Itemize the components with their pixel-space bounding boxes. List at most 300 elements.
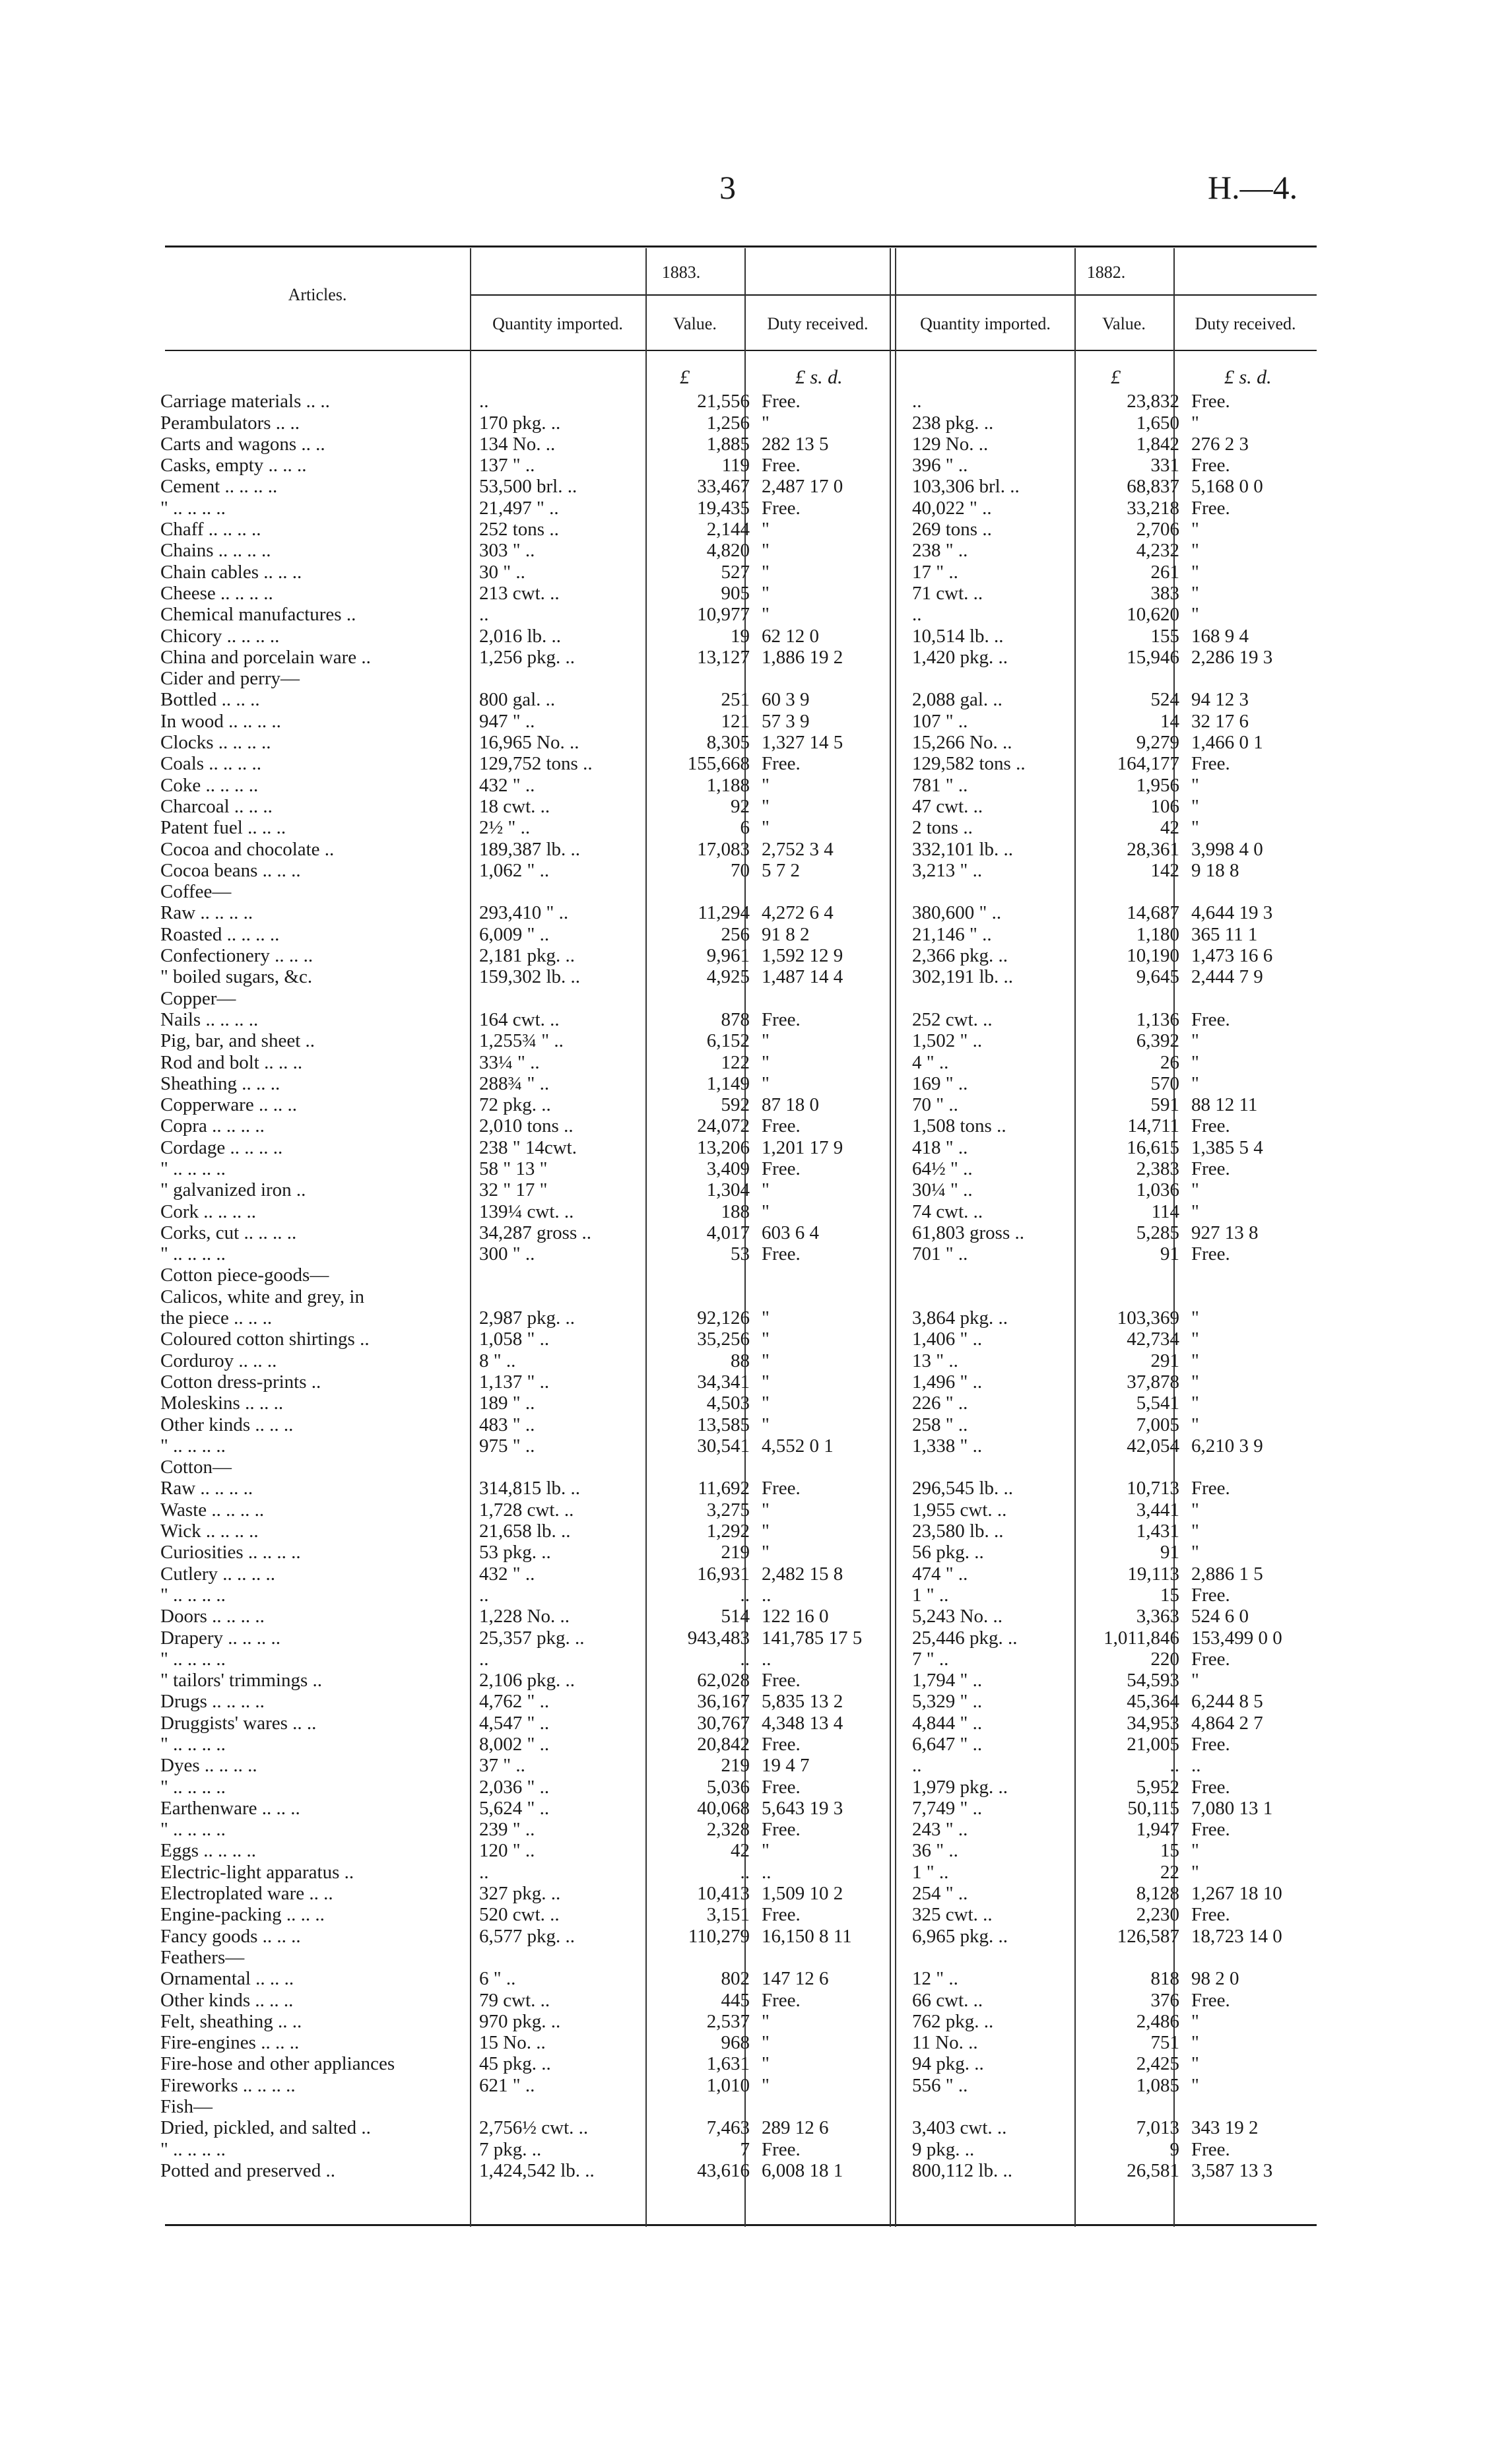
header-year-1883: 1883.: [661, 263, 701, 282]
cell-art: Chicory .. .. .. ..: [160, 625, 280, 647]
cell-art: Ornamental .. .. ..: [160, 1968, 294, 1990]
table-row: [160, 1627, 1321, 1648]
cell-q82: 70 " ..: [912, 1094, 958, 1116]
cell-d82: ": [1191, 1350, 1199, 1371]
cell-v83: 4,925: [706, 966, 750, 988]
cell-v82: 42,054: [1127, 1435, 1179, 1457]
cell-d83: [754, 2096, 903, 2117]
cell-d82: Free.: [1191, 1115, 1230, 1137]
table-row: [160, 1563, 1321, 1584]
cell-art: Calicos, white and grey, in: [160, 1286, 364, 1307]
cell-v82: 155: [1150, 625, 1179, 647]
cell-q82: 56 pkg. ..: [912, 1542, 984, 1563]
header-duty-1883: Duty received.: [767, 314, 869, 333]
cell-d82: 88 12 11: [1191, 1094, 1258, 1116]
header-value-1883: Value.: [673, 314, 717, 333]
table-row: [160, 2053, 1321, 2074]
cell-d82: ": [1191, 1840, 1199, 1862]
cell-d82: ": [1191, 795, 1199, 817]
cell-q83: 4,762 " ..: [479, 1691, 550, 1713]
cell-v83: 42: [731, 1840, 750, 1862]
cell-d83: ..: [762, 1861, 772, 1883]
cell-q83: 21,658 lb. ..: [479, 1521, 571, 1542]
cell-v82: 2,486: [1136, 2010, 1179, 2032]
cell-art: " .. .. .. ..: [160, 2138, 226, 2160]
table-row: [160, 902, 1321, 923]
cell-v82: 106: [1150, 795, 1179, 817]
cell-v82: 5,541: [1136, 1393, 1179, 1414]
cell-q82: 9 pkg. ..: [912, 2138, 975, 2160]
cell-q83: 134 No. ..: [479, 433, 556, 455]
cell-d82: ": [1191, 1542, 1199, 1563]
cell-q83: 293,410 " ..: [479, 902, 569, 924]
cell-v83: [649, 1457, 754, 1478]
cell-d83: 122 16 0: [762, 1606, 829, 1627]
cell-q82: 1,420 pkg. ..: [912, 646, 1008, 668]
cell-v83: 30,541: [697, 1435, 750, 1457]
unit-duty-1883: £ s. d.: [795, 366, 843, 388]
cell-q82: 23,580 lb. ..: [912, 1521, 1004, 1542]
cell-v83: 92: [731, 795, 750, 817]
table-row: [160, 1947, 1321, 1968]
cell-d83: 62 12 0: [762, 625, 819, 647]
cell-d82: Free.: [1191, 1243, 1230, 1265]
cell-v83: 3,409: [706, 1158, 750, 1179]
cell-d83: Free.: [762, 1243, 801, 1265]
table-row: [160, 966, 1321, 987]
cell-art: Doors .. .. .. ..: [160, 1606, 265, 1627]
table-row: [160, 1009, 1321, 1030]
header-duty-1882: Duty received.: [1195, 314, 1296, 333]
cell-q83: 139¼ cwt. ..: [479, 1200, 574, 1222]
cell-q82: 556 " ..: [912, 2074, 968, 2096]
cell-v83: 802: [721, 1968, 750, 1990]
cell-v83: 4,017: [706, 1222, 750, 1243]
table-row: [160, 860, 1321, 881]
cell-q82: 5,329 " ..: [912, 1691, 983, 1713]
cell-art: Corks, cut .. .. .. ..: [160, 1222, 297, 1243]
cell-art: Confectionery .. .. ..: [160, 945, 313, 967]
cell-q82: 103,306 brl. ..: [912, 476, 1020, 498]
cell-q83: 15 No. ..: [479, 2032, 546, 2054]
cell-v83: 53: [731, 1243, 750, 1265]
cell-v83: 36,167: [697, 1691, 750, 1713]
cell-q83: 6 " ..: [479, 1968, 516, 1990]
cell-art: Cheese .. .. .. ..: [160, 582, 273, 604]
cell-d82: 524 6 0: [1191, 1606, 1249, 1627]
cell-d82: 32 17 6: [1191, 710, 1249, 732]
cell-d83: [754, 1947, 903, 1968]
cell-q83: ..: [479, 1861, 489, 1883]
cell-d83: ": [762, 561, 770, 583]
cell-q83: 1,255¾ " ..: [479, 1030, 564, 1052]
cell-d82: ": [1191, 1030, 1199, 1052]
cell-v82: 1,956: [1136, 774, 1179, 796]
cell-v83: 188: [721, 1200, 750, 1222]
cell-v83: 219: [721, 1755, 750, 1777]
table-row: [160, 945, 1321, 966]
cell-q83: 2,987 pkg. ..: [479, 1307, 575, 1329]
cell-art: Chain cables .. .. ..: [160, 561, 302, 583]
cell-v83: 33,467: [697, 476, 750, 498]
cell-v82: 164,177: [1117, 753, 1179, 775]
cell-v82: 5,952: [1136, 1776, 1179, 1798]
table-row: [160, 1435, 1321, 1457]
header-quantity-1882: Quantity imported.: [920, 314, 1051, 333]
cell-d82: ": [1191, 1414, 1199, 1435]
cell-v83: [649, 668, 754, 689]
cell-q83: 947 " ..: [479, 710, 535, 732]
cell-art: " .. .. .. ..: [160, 1776, 226, 1798]
cell-v83: 11,692: [698, 1478, 750, 1499]
cell-art: Copra .. .. .. ..: [160, 1115, 265, 1137]
cell-d82: [1183, 2096, 1321, 2117]
cell-q83: 137 " ..: [479, 455, 535, 476]
table-row: [160, 434, 1321, 455]
cell-art: Electroplated ware .. ..: [160, 1883, 333, 1905]
cell-d82: [1183, 1264, 1321, 1286]
cell-art: Patent fuel .. .. ..: [160, 817, 286, 839]
cell-d83: 1,509 10 2: [762, 1883, 843, 1905]
cell-d82: ": [1191, 412, 1199, 434]
cell-v82: 291: [1150, 1350, 1179, 1371]
table-row: [160, 1499, 1321, 1520]
cell-v82: 14,711: [1127, 1115, 1179, 1137]
table-row: [160, 1776, 1321, 1797]
table-row: [160, 668, 1321, 689]
cell-d83: Free.: [762, 497, 801, 519]
cell-d83: ": [762, 1072, 770, 1094]
cell-q82: 1 " ..: [912, 1861, 949, 1883]
cell-q83: 79 cwt. ..: [479, 1989, 550, 2011]
bottom-rule: [165, 2224, 1317, 2226]
cell-art: Coke .. .. .. ..: [160, 774, 259, 796]
cell-v83: 11,294: [698, 902, 750, 924]
cell-art: Coffee—: [160, 881, 232, 903]
table-row: [160, 2032, 1321, 2053]
table-row: [160, 1925, 1321, 1946]
cell-d83: 91 8 2: [762, 923, 810, 945]
table-row: [160, 1371, 1321, 1393]
cell-v83: 13,585: [697, 1414, 750, 1435]
cell-v82: 1,431: [1136, 1521, 1179, 1542]
table-row: [160, 1136, 1321, 1158]
cell-d82: Free.: [1191, 1819, 1230, 1841]
header-bottom-rule: [165, 350, 1317, 351]
cell-d82: ": [1191, 1670, 1199, 1691]
cell-v82: 1,036: [1136, 1179, 1179, 1201]
cell-v82: 4,232: [1136, 540, 1179, 562]
cell-d82: 1,466 0 1: [1191, 732, 1263, 754]
cell-v82: [1082, 881, 1183, 902]
cell-v82: 10,713: [1127, 1478, 1179, 1499]
cell-d82: 5,168 0 0: [1191, 476, 1263, 498]
cell-v83: 3,275: [706, 1499, 750, 1521]
cell-d82: [1183, 1457, 1321, 1478]
cell-d83: [754, 987, 903, 1008]
cell-d83: ": [762, 2032, 770, 2054]
cell-d82: ": [1191, 519, 1199, 541]
header-year-1882: 1882.: [1086, 263, 1126, 282]
cell-art: China and porcelain ware ..: [160, 646, 371, 668]
cell-d83: ": [762, 1179, 770, 1201]
cell-d82: ": [1191, 1861, 1199, 1883]
cell-v82: 261: [1150, 561, 1179, 583]
cell-q82: 781 " ..: [912, 774, 968, 796]
cell-v82: 2,383: [1136, 1158, 1179, 1179]
cell-d82: Free.: [1191, 1776, 1230, 1798]
cell-v83: 13,127: [697, 646, 750, 668]
cell-v82: 15,946: [1127, 646, 1179, 668]
cell-d82: ": [1191, 1371, 1199, 1393]
table-row: [160, 1798, 1321, 1819]
cell-q82: 701 " ..: [912, 1243, 968, 1265]
cell-v83: 968: [721, 2032, 750, 2054]
cell-art: Moleskins .. .. ..: [160, 1393, 284, 1414]
cell-v83: 121: [721, 710, 750, 732]
cell-v83: 16,931: [697, 1563, 750, 1585]
cell-q83: 30 " ..: [479, 561, 525, 583]
cell-q82: [903, 1286, 1082, 1307]
cell-v83: 21,556: [697, 391, 750, 412]
cell-v82: 14: [1160, 710, 1179, 732]
cell-d82: ": [1191, 540, 1199, 562]
cell-art: Cocoa and chocolate ..: [160, 838, 335, 860]
cell-d83: ..: [762, 1648, 772, 1670]
cell-v82: 1,085: [1136, 2074, 1179, 2096]
table-row: [160, 1457, 1321, 1478]
table-row: [160, 1264, 1321, 1286]
cell-v83: 10,977: [697, 604, 750, 626]
cell-d82: 2,444 7 9: [1191, 966, 1263, 988]
cell-d83: Free.: [762, 1670, 801, 1691]
cell-art: Carts and wagons .. ..: [160, 433, 325, 455]
cell-d83: ": [762, 1350, 770, 1371]
cell-d82: ": [1191, 2010, 1199, 2032]
table-row: [160, 1968, 1321, 1989]
table-row: [160, 881, 1321, 902]
table-row: [160, 1073, 1321, 1094]
cell-d82: 18,723 14 0: [1191, 1925, 1282, 1947]
cell-q83: [471, 668, 649, 689]
cell-v82: 10,190: [1127, 945, 1179, 967]
cell-art: Dried, pickled, and salted ..: [160, 2117, 371, 2139]
cell-v82: [1082, 2096, 1183, 2117]
cell-q83: 314,815 lb. ..: [479, 1478, 581, 1499]
cell-d83: ": [762, 1307, 770, 1329]
table-row: [160, 2096, 1321, 2117]
cell-q82: 47 cwt. ..: [912, 795, 983, 817]
cell-v82: 126,587: [1117, 1925, 1179, 1947]
table-row: [160, 689, 1321, 710]
cell-d83: 57 3 9: [762, 710, 810, 732]
cell-q82: 6,647 " ..: [912, 1734, 983, 1755]
cell-d82: ": [1191, 1200, 1199, 1222]
cell-v83: 1,304: [706, 1179, 750, 1201]
cell-q82: 66 cwt. ..: [912, 1989, 983, 2011]
cell-art: Fireworks .. .. .. ..: [160, 2074, 296, 2096]
cell-art: " .. .. .. ..: [160, 1819, 226, 1841]
cell-q83: 159,302 lb. ..: [479, 966, 581, 988]
cell-d82: ": [1191, 1521, 1199, 1542]
cell-q82: 94 pkg. ..: [912, 2053, 984, 2075]
cell-v83: 19,435: [697, 497, 750, 519]
cell-q82: 296,545 lb. ..: [912, 1478, 1014, 1499]
cell-v83: 219: [721, 1542, 750, 1563]
cell-v83: 1,188: [706, 774, 750, 796]
page-number: 3: [719, 169, 736, 206]
imports-table: [160, 391, 1321, 2181]
cell-v83: 878: [721, 1008, 750, 1030]
cell-q83: 6,009 " ..: [479, 923, 550, 945]
cell-art: Cotton—: [160, 1457, 232, 1478]
cell-d82: Free.: [1191, 753, 1230, 775]
cell-q83: 34,287 gross ..: [479, 1222, 591, 1243]
cell-v82: 331: [1150, 455, 1179, 476]
cell-art: Drugs .. .. .. ..: [160, 1691, 265, 1713]
cell-q82: 64½ " ..: [912, 1158, 973, 1179]
top-rule: [165, 246, 1317, 247]
cell-v83: 20,842: [697, 1734, 750, 1755]
cell-art: " galvanized iron ..: [160, 1179, 306, 1201]
table-row: [160, 2011, 1321, 2032]
cell-d83: ": [762, 1393, 770, 1414]
cell-v83: 7,463: [706, 2117, 750, 2139]
cell-d82: 2,886 1 5: [1191, 1563, 1263, 1585]
table-row: [160, 1755, 1321, 1776]
cell-d83: 147 12 6: [762, 1968, 829, 1990]
cell-d83: 2,482 15 8: [762, 1563, 843, 1585]
cell-art: Carriage materials .. ..: [160, 391, 330, 412]
cell-d82: ": [1191, 2074, 1199, 2096]
table-row: [160, 1286, 1321, 1307]
cell-v83: 9,961: [706, 945, 750, 967]
cell-art: In wood .. .. .. ..: [160, 710, 281, 732]
table-row: [160, 2117, 1321, 2138]
cell-q83: 32 " 17 ": [479, 1179, 548, 1201]
cell-v82: ..: [1169, 1755, 1179, 1777]
table-row: [160, 774, 1321, 795]
cell-art: Cotton dress-prints ..: [160, 1371, 321, 1393]
cell-q82: 474 " ..: [912, 1563, 968, 1585]
cell-d82: 3,587 13 3: [1191, 2159, 1273, 2181]
cell-art: " .. .. .. ..: [160, 1648, 226, 1670]
cell-art: Druggists' wares .. ..: [160, 1712, 317, 1734]
cell-v83: 514: [721, 1606, 750, 1627]
cell-d83: ": [762, 1499, 770, 1521]
table-row: [160, 497, 1321, 518]
cell-d82: ": [1191, 604, 1199, 626]
cell-q82: 74 cwt. ..: [912, 1200, 983, 1222]
cell-q83: 2,756½ cwt. ..: [479, 2117, 589, 2139]
cell-d83: ": [762, 1371, 770, 1393]
cell-art: Cutlery .. .. .. ..: [160, 1563, 275, 1585]
cell-d82: Free.: [1191, 1734, 1230, 1755]
cell-q82: 1,406 " ..: [912, 1329, 983, 1350]
cell-d83: Free.: [762, 1008, 801, 1030]
cell-q82: [903, 1947, 1082, 1968]
cell-q82: 17 " ..: [912, 561, 958, 583]
cell-v83: 30,767: [697, 1712, 750, 1734]
cell-v83: 17,083: [697, 838, 750, 860]
cell-d83: ": [762, 1051, 770, 1073]
cell-q82: 40,022 " ..: [912, 497, 992, 519]
cell-d83: ..: [762, 1584, 772, 1606]
table-row: [160, 1414, 1321, 1435]
cell-q83: ..: [479, 391, 489, 412]
cell-art: " .. .. .. ..: [160, 1243, 226, 1265]
table-row: [160, 1989, 1321, 2010]
cell-art: Cork .. .. .. ..: [160, 1200, 256, 1222]
cell-d83: 1,327 14 5: [762, 732, 843, 754]
table-row: [160, 1478, 1321, 1499]
table-row: [160, 1691, 1321, 1712]
cell-q82: 25,446 pkg. ..: [912, 1627, 1018, 1649]
cell-d83: 603 6 4: [762, 1222, 819, 1243]
cell-q82: 2 tons ..: [912, 817, 973, 839]
cell-v82: 1,180: [1136, 923, 1179, 945]
cell-d83: 4,552 0 1: [762, 1435, 834, 1457]
cell-d82: 98 2 0: [1191, 1968, 1239, 1990]
cell-q83: ..: [479, 1648, 489, 1670]
cell-q82: [903, 987, 1082, 1008]
cell-d83: ": [762, 519, 770, 541]
cell-q83: 8,002 " ..: [479, 1734, 550, 1755]
cell-d83: Free.: [762, 1776, 801, 1798]
cell-art: Sheathing .. .. ..: [160, 1072, 280, 1094]
cell-q82: 10,514 lb. ..: [912, 625, 1004, 647]
cell-d83: ": [762, 795, 770, 817]
cell-art: Nails .. .. .. ..: [160, 1008, 259, 1030]
cell-d83: 1,201 17 9: [762, 1136, 843, 1158]
cell-art: Eggs .. .. .. ..: [160, 1840, 256, 1862]
cell-v82: 23,832: [1127, 391, 1179, 412]
cell-art: Roasted .. .. .. ..: [160, 923, 280, 945]
cell-v82: 14,687: [1127, 902, 1179, 924]
cell-d83: Free.: [762, 1734, 801, 1755]
page-reference: H.—4.: [1208, 169, 1298, 206]
cell-art: " .. .. .. ..: [160, 1584, 226, 1606]
cell-q82: 4,844 " ..: [912, 1712, 983, 1734]
cell-d83: 1,886 19 2: [762, 646, 843, 668]
cell-q82: 4 " ..: [912, 1051, 949, 1073]
cell-d83: ": [762, 1542, 770, 1563]
cell-d82: ": [1191, 582, 1199, 604]
cell-art: " tailors' trimmings ..: [160, 1670, 323, 1691]
cell-d83: [754, 1286, 903, 1307]
cell-d82: ": [1191, 1051, 1199, 1073]
cell-d82: 153,499 0 0: [1191, 1627, 1282, 1649]
cell-art: Wick .. .. .. ..: [160, 1521, 259, 1542]
cell-d83: Free.: [762, 1904, 801, 1926]
cell-q82: 1,794 " ..: [912, 1670, 983, 1691]
cell-d82: 276 2 3: [1191, 433, 1249, 455]
cell-d83: 282 13 5: [762, 433, 829, 455]
cell-q83: 4,547 " ..: [479, 1712, 550, 1734]
cell-v82: 91: [1160, 1243, 1179, 1265]
cell-d82: 6,210 3 9: [1191, 1435, 1263, 1457]
cell-q82: [903, 1264, 1082, 1286]
cell-v83: 592: [721, 1094, 750, 1116]
cell-v83: 943,483: [687, 1627, 750, 1649]
cell-d83: Free.: [762, 1819, 801, 1841]
cell-art: Fire-hose and other appliances: [160, 2053, 395, 2075]
table-row: [160, 2138, 1321, 2159]
cell-d83: ": [762, 540, 770, 562]
cell-v83: 3,151: [706, 1904, 750, 1926]
cell-v82: 1,650: [1136, 412, 1179, 434]
cell-q82: 1,502 " ..: [912, 1030, 983, 1052]
